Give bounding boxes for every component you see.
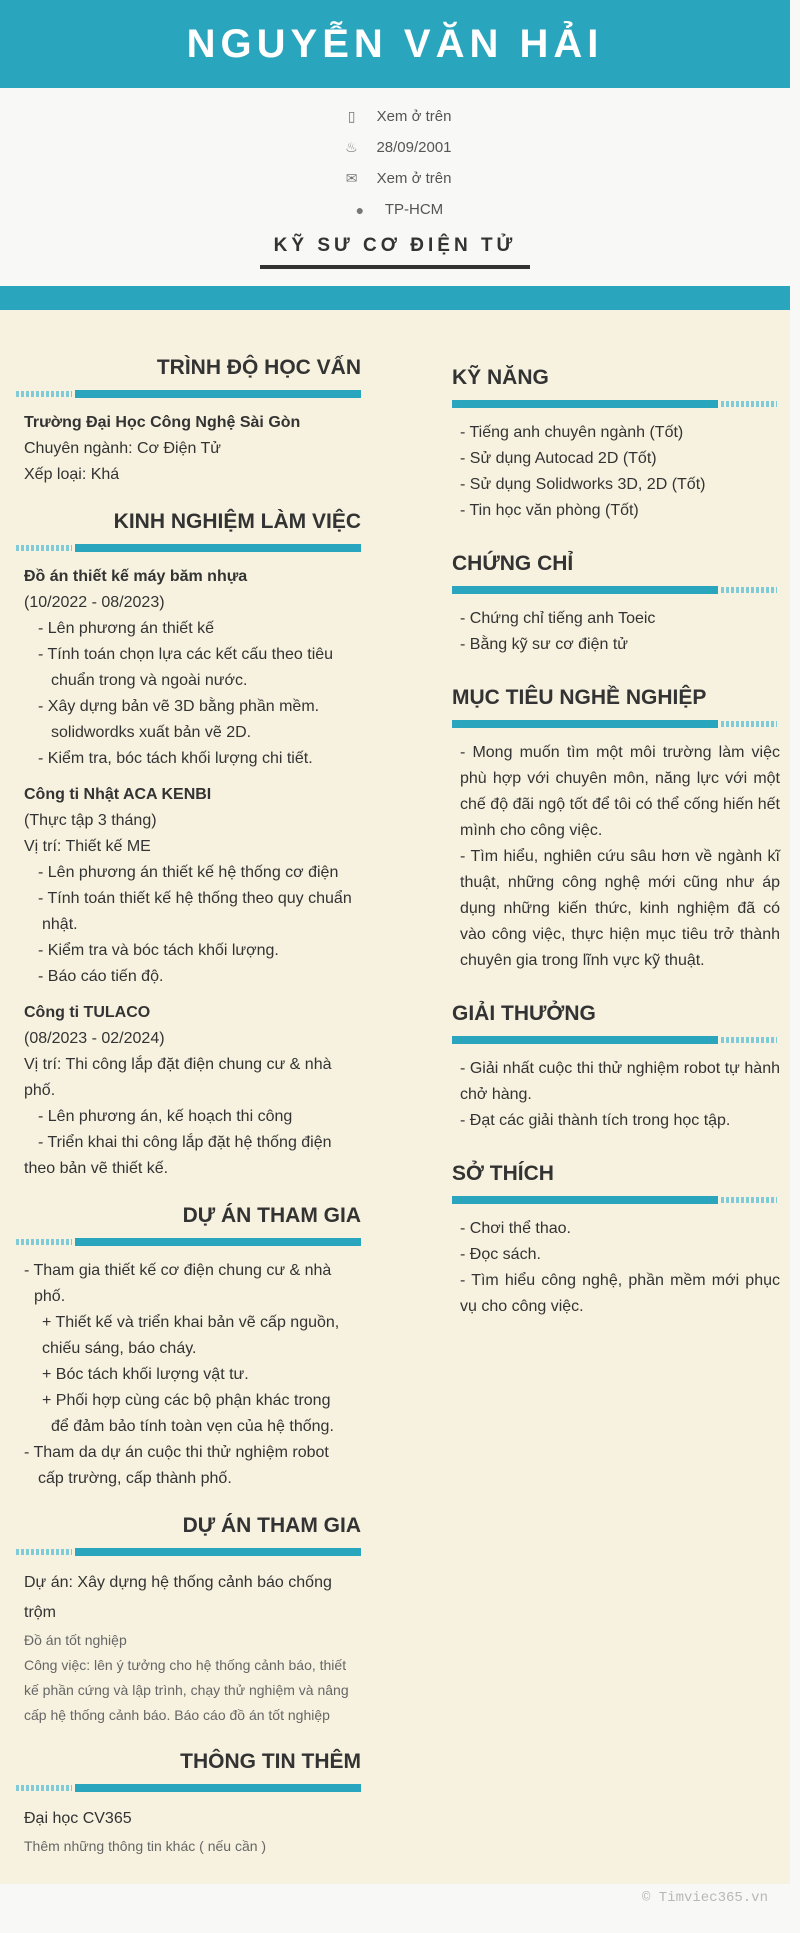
section-bar <box>16 1238 361 1246</box>
job-duty: - Lên phương án thiết kế <box>38 620 214 637</box>
section-title: DỰ ÁN THAM GIA <box>182 1514 361 1537</box>
awards-section <box>452 1002 780 1134</box>
job-duty: solidwordks xuất bản vẽ 2D. <box>51 724 252 741</box>
certificate-item: - Chứng chỉ tiếng anh Toeic <box>460 610 656 627</box>
project-line: chiếu sáng, báo cháy. <box>42 1340 197 1357</box>
hobby-item: - Chơi thể thao. <box>460 1220 571 1237</box>
job-title: KỸ SƯ CƠ ĐIỆN TỬ <box>260 235 530 269</box>
job-position: phố. <box>24 1082 56 1099</box>
goal-paragraph: - Tìm hiểu, nghiên cứu sâu hơn về ngành kĩ thuật, những công nghệ mới cũng như áp dụng những kiến thức, kinh nghiệm đã có vào công việc, thực hiện mục tiêu trở thành chuyên gia trong lĩnh vực kỹ thuật. <box>460 848 780 969</box>
job-name: Công ti Nhật ACA KENBI <box>24 786 212 803</box>
award-item: - Giải nhất cuộc thi thử nghiệm robot tự hành chở hàng. <box>460 1060 780 1103</box>
job-name: Đồ án thiết kế máy băm nhựa <box>24 568 248 585</box>
section-bar <box>452 1196 780 1204</box>
skill-item: - Tiếng anh chuyên ngành (Tốt) <box>460 424 684 441</box>
header-band <box>0 0 790 88</box>
contact-birthday-text: 28/09/2001 <box>376 139 452 156</box>
job-duty: - Kiểm tra và bóc tách khối lượng. <box>38 942 279 959</box>
job-duty: - Tính toán thiết kế hệ thống theo quy chuẩn <box>38 890 352 907</box>
project-line: + Bóc tách khối lượng vật tư. <box>42 1366 249 1383</box>
award-item: - Đạt các giải thành tích trong học tập. <box>460 1112 731 1129</box>
job-duty: - Lên phương án thiết kế hệ thống cơ điện <box>38 864 339 881</box>
job-duty: - Tính toán chọn lựa các kết cấu theo tiêu <box>38 646 334 663</box>
contact-birthday <box>0 132 790 163</box>
section-bar <box>452 400 780 408</box>
section-title: MỤC TIÊU NGHỀ NGHIỆP <box>452 686 707 709</box>
skill-item: - Tin học văn phòng (Tốt) <box>460 502 639 519</box>
education-section <box>16 356 361 488</box>
section-bar <box>16 1784 361 1792</box>
section-bar <box>452 1036 780 1044</box>
skills-section <box>452 366 780 524</box>
job-period: (08/2023 - 02/2024) <box>24 1030 165 1047</box>
section-title: DỰ ÁN THAM GIA <box>182 1204 361 1227</box>
project-line: + Thiết kế và triển khai bản vẽ cấp nguồn, <box>42 1314 340 1331</box>
project-type: Đồ án tốt nghiệp <box>24 1632 127 1648</box>
job-period: (10/2022 - 08/2023) <box>24 594 165 611</box>
job-duty: - Kiểm tra, bóc tách khối lượng chi tiết. <box>38 750 313 767</box>
skill-item: - Sử dụng Autocad 2D (Tốt) <box>460 450 657 467</box>
cv-content <box>0 310 790 1884</box>
section-title: CHỨNG CHỈ <box>452 552 574 575</box>
section-title: KỸ NĂNG <box>452 366 549 389</box>
school-name: Trường Đại Học Công Nghệ Sài Gòn <box>24 414 301 431</box>
project-name: trộm <box>24 1604 56 1621</box>
hobby-item: - Đọc sách. <box>460 1246 541 1263</box>
more-info-section <box>16 1750 361 1859</box>
candidate-name: NGUYỄN VĂN HẢI <box>186 21 604 66</box>
project-line: + Phối hợp cùng các bộ phận khác trong <box>42 1392 331 1409</box>
projects2-section <box>16 1514 361 1728</box>
contact-email-text: Xem ở trên <box>376 170 452 187</box>
project-desc: cấp hệ thống cảnh báo. Báo cáo đồ án tốt nghiệp <box>24 1707 330 1723</box>
project-line: phố. <box>34 1288 66 1305</box>
project-line: - Tham da dự án cuộc thi thử nghiệm robot <box>24 1444 329 1461</box>
job-duty: - Triển khai thi công lắp đặt hệ thống điện <box>38 1134 332 1151</box>
section-bar <box>16 390 361 398</box>
birthday-cake-icon: ♨ <box>345 139 358 155</box>
job-duty: nhật. <box>42 916 78 933</box>
section-title: KINH NGHIỆM LÀM VIỆC <box>113 510 361 533</box>
skill-item: - Sử dụng Solidworks 3D, 2D (Tốt) <box>460 476 706 493</box>
project-line: để đảm bảo tính toàn vẹn của hệ thống. <box>51 1418 334 1435</box>
experience-section <box>16 510 361 1182</box>
divider-band <box>0 286 790 310</box>
project-line: cấp trường, cấp thành phố. <box>38 1470 232 1487</box>
contact-address-text: TP-HCM <box>384 201 444 218</box>
project-desc: kế phần cứng và lập trình, chạy thử nghiệm và nâng <box>24 1682 349 1698</box>
contact-address <box>0 194 790 225</box>
major: Chuyên ngành: Cơ Điện Tử <box>24 440 222 457</box>
hobby-item: - Tìm hiểu công nghệ, phần mềm mới phục vụ cho công việc. <box>460 1272 780 1315</box>
right-column <box>452 366 780 1348</box>
hobbies-section <box>452 1162 780 1320</box>
envelope-icon: ✉ <box>345 170 358 186</box>
project-desc: Công việc: lên ý tưởng cho hệ thống cảnh báo, thiết <box>24 1657 347 1673</box>
rank: Xếp loại: Khá <box>24 466 120 483</box>
certificates-section <box>452 552 780 658</box>
section-title: GIẢI THƯỞNG <box>452 1002 596 1025</box>
section-bar <box>452 586 780 594</box>
contact-phone-text: Xem ở trên <box>376 108 452 125</box>
job-duty: theo bản vẽ thiết kế. <box>24 1160 169 1177</box>
job-period: (Thực tập 3 tháng) <box>24 812 157 829</box>
section-title: TRÌNH ĐỘ HỌC VẤN <box>156 356 361 379</box>
section-bar <box>16 1548 361 1556</box>
certificate-item: - Bằng kỹ sư cơ điện tử <box>460 636 628 653</box>
job-duty: - Lên phương án, kế hoạch thi công <box>38 1108 293 1125</box>
info-line: Đại học CV365 <box>24 1810 132 1827</box>
contact-email <box>0 163 790 194</box>
project-line: - Tham gia thiết kế cơ điện chung cư & nhà <box>24 1262 332 1279</box>
job-duty: chuẩn trong và ngoài nước. <box>51 672 248 689</box>
job-duty: - Xây dựng bản vẽ 3D bằng phần mềm. <box>38 698 320 715</box>
project-name: Dự án: Xây dựng hệ thống cảnh báo chống <box>24 1574 332 1591</box>
contact-phone <box>0 101 790 132</box>
job-duty: - Báo cáo tiến độ. <box>38 968 164 985</box>
info-line: Thêm những thông tin khác ( nếu cần ) <box>24 1838 267 1854</box>
map-marker-icon: ● <box>355 201 365 218</box>
left-column <box>16 356 361 1881</box>
footer-credit: © Timviec365.vn <box>641 1890 768 1906</box>
section-title: SỞ THÍCH <box>452 1162 554 1185</box>
job-position: Vị trí: Thi công lắp đặt điện chung cư & nhà <box>24 1056 332 1073</box>
section-bar <box>452 720 780 728</box>
contact-list <box>0 88 790 225</box>
goal-paragraph: - Mong muốn tìm một môi trường làm việc phù hợp với chuyên môn, năng lực với một chế độ đãi ngộ tốt để tôi có thể cống hiến hết mình cho công việc. <box>460 744 780 839</box>
job-position: Vị trí: Thiết kế ME <box>24 838 151 855</box>
section-title: THÔNG TIN THÊM <box>180 1750 361 1773</box>
projects-section <box>16 1204 361 1492</box>
career-goal-section <box>452 686 780 974</box>
phone-icon: ▯ <box>347 108 356 124</box>
section-bar <box>16 544 361 552</box>
job-name: Công ti TULACO <box>24 1004 151 1021</box>
